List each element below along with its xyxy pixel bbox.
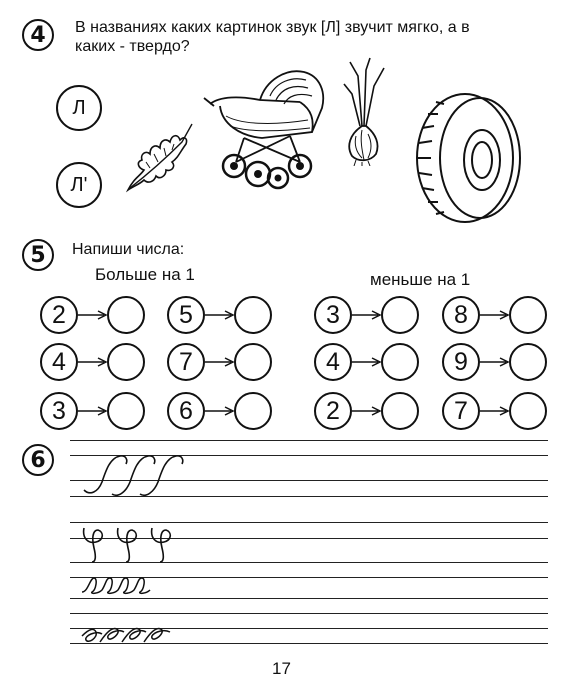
right-heading: меньше на 1 [370,270,471,289]
task-5-number: 5 [22,239,54,271]
hard-sound-label: Л [72,96,86,119]
answer-circle[interactable] [107,296,145,334]
number-circle: 6 [167,392,205,430]
number-circle: 7 [442,392,480,430]
arrow-right-icon [78,406,108,416]
arrow-right-icon [480,310,510,320]
task-4-question-line2: каких - твердо? [75,38,190,55]
arrow-right-icon [352,357,382,367]
number-circle: 9 [442,343,480,381]
task-4-question-line1: В названиях каких картинок звук [Л] звучит мягко, а в [75,19,470,36]
answer-circle[interactable] [381,296,419,334]
answer-circle[interactable] [107,343,145,381]
task-5-instruction: Напиши числа: [72,241,185,258]
number-circle: 3 [314,296,352,334]
soft-sound-circle [56,162,102,208]
baby-stroller-icon [200,66,330,191]
left-heading: Больше на 1 [95,265,195,284]
soft-sound-label: Л' [70,173,88,196]
page-number: 17 [272,659,291,678]
answer-circle[interactable] [509,296,547,334]
task-6-number: 6 [22,444,54,476]
number-circle: 2 [314,392,352,430]
slanted-loop-pattern-icon [80,624,180,646]
arrow-right-icon [205,357,235,367]
number-circle: 5 [167,296,205,334]
arrow-right-icon [352,310,382,320]
writing-line [70,440,548,441]
hard-sound-circle [56,85,102,131]
onion-icon [340,56,388,166]
writing-line [70,613,548,614]
small-loop-pattern-icon [80,574,160,596]
answer-circle[interactable] [509,392,547,430]
answer-circle[interactable] [381,343,419,381]
writing-line [70,598,548,599]
number-circle: 8 [442,296,480,334]
arrow-right-icon [78,310,108,320]
arrow-right-icon [205,310,235,320]
answer-circle[interactable] [381,392,419,430]
task-4-number: 4 [22,19,54,51]
s-curve-pattern-icon [82,452,192,498]
writing-line [70,522,548,523]
loop-hook-pattern-icon [80,524,190,564]
number-circle: 7 [167,343,205,381]
arrow-right-icon [352,406,382,416]
arrow-right-icon [480,406,510,416]
tire-icon [410,88,530,228]
arrow-right-icon [78,357,108,367]
answer-circle[interactable] [234,296,272,334]
number-circle: 3 [40,392,78,430]
arrow-right-icon [480,357,510,367]
answer-circle[interactable] [107,392,145,430]
answer-circle[interactable] [234,392,272,430]
number-circle: 4 [314,343,352,381]
oak-leaf-icon [120,118,200,198]
number-circle: 4 [40,343,78,381]
arrow-right-icon [205,406,235,416]
answer-circle[interactable] [509,343,547,381]
answer-circle[interactable] [234,343,272,381]
number-circle: 2 [40,296,78,334]
